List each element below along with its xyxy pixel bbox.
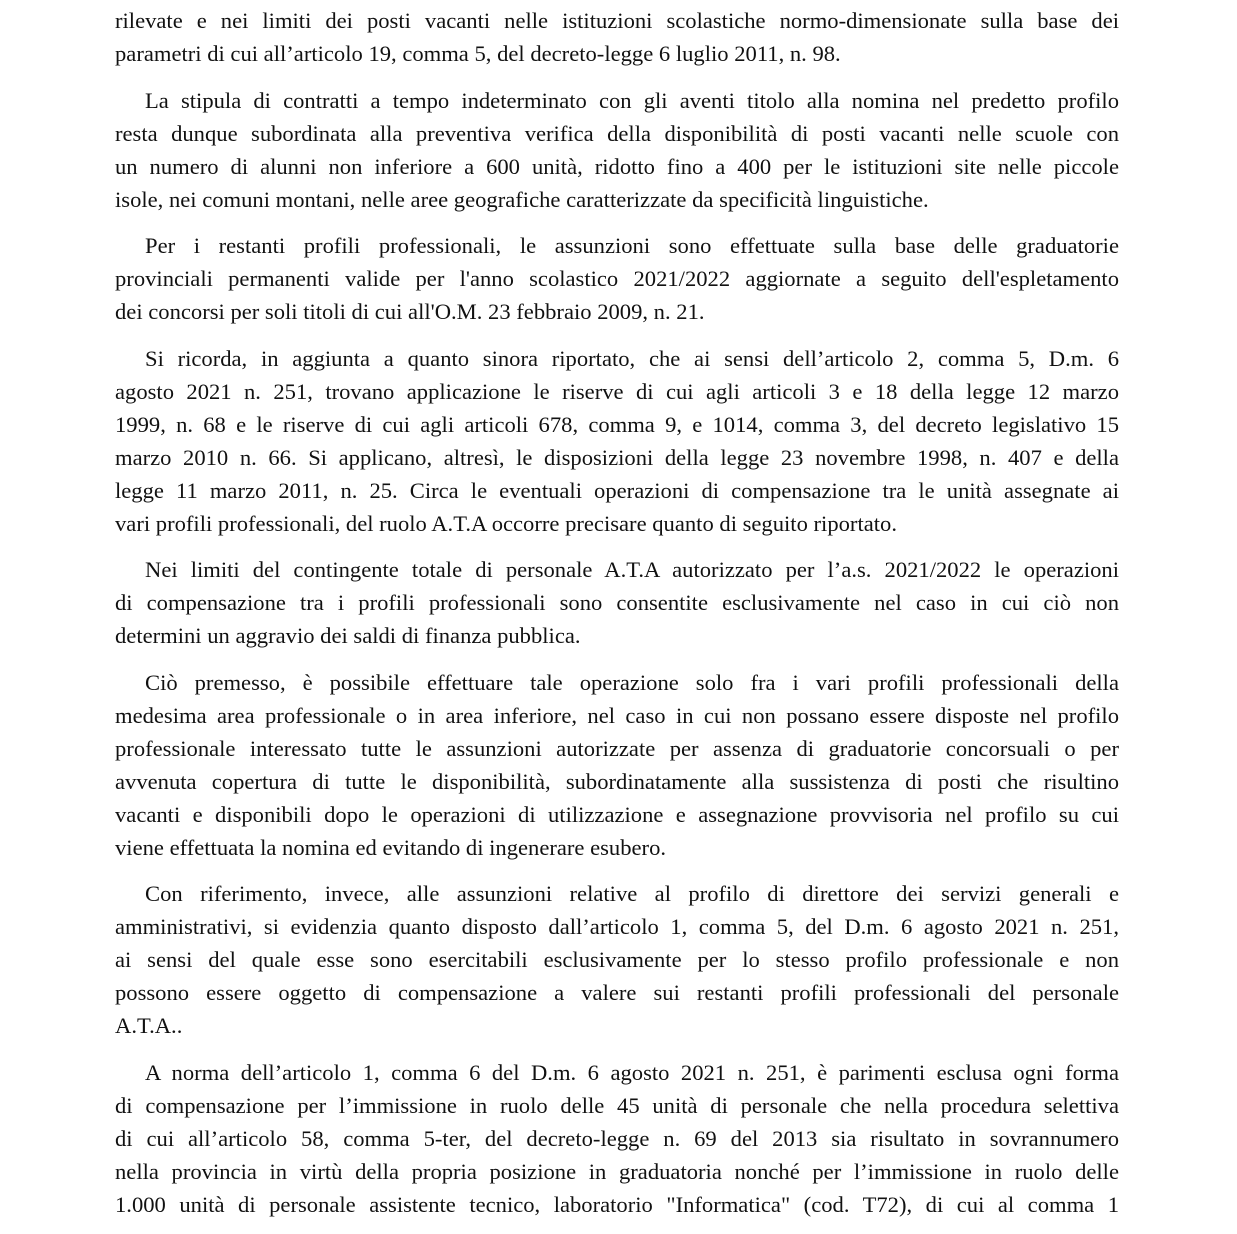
text-line: Con riferimento, invece, alle assunzioni relative al profilo di direttore dei servizi generali e xyxy=(145,881,1119,906)
text-line: avvenuta copertura di tutte le disponibilità, subordinatamente alla sussistenza di posti che risultino xyxy=(115,768,1119,794)
text-line: A norma dell’articolo 1, comma 6 del D.m. 6 agosto 2021 n. 251, è parimenti esclusa ogni forma xyxy=(145,1059,1119,1085)
text-line: vacanti e disponibili dopo le operazioni di utilizzazione e assegnazione provvisoria nel profilo su cui xyxy=(115,801,1119,827)
text-line: agosto 2021 n. 251, trovano applicazione le riserve di cui agli articoli 3 e 18 della legge 12 marzo xyxy=(115,378,1119,404)
text-line: provinciali permanenti valide per l'anno scolastico 2021/2022 aggiornate a seguito dell'espletamento xyxy=(115,266,1119,291)
paragraph-4 xyxy=(115,342,1119,540)
text-line: parametri di cui all’articolo 19, comma 5, del decreto-legge 6 luglio 2011, n. 98. xyxy=(115,41,841,66)
text-line: viene effettuata la nomina ed evitando di ingenerare esubero. xyxy=(115,834,667,860)
paragraph-1 xyxy=(115,4,1119,70)
paragraph-6 xyxy=(115,666,1119,864)
text-line: resta dunque subordinata alla preventiva verifica della disponibilità di posti vacanti nelle scuole con xyxy=(115,120,1119,146)
text-line: isole, nei comuni montani, nelle aree geografiche caratterizzate da specificità linguistiche. xyxy=(115,186,929,212)
text-line: vari profili professionali, del ruolo A.T.A occorre precisare quanto di seguito riportato. xyxy=(115,510,897,536)
text-line: di cui all’articolo 58, comma 5-ter, del decreto-legge n. 69 del 2013 sia risultato in sovrannumero xyxy=(115,1125,1119,1151)
body-text xyxy=(115,4,1119,1234)
paragraph-5 xyxy=(115,553,1119,652)
text-line: 1999, n. 68 e le riserve di cui agli articoli 678, comma 9, e 1014, comma 3, del decreto legislativo 15 xyxy=(115,411,1119,437)
paragraph-7 xyxy=(115,877,1119,1042)
text-line: legge 11 marzo 2011, n. 25. Circa le eventuali operazioni di compensazione tra le unità assegnate ai xyxy=(115,477,1119,503)
paragraph-3 xyxy=(115,229,1119,328)
text-line: marzo 2010 n. 66. Si applicano, altresì, le disposizioni della legge 23 novembre 1998, n. 407 e della xyxy=(115,444,1119,470)
text-line: di compensazione per l’immissione in ruolo delle 45 unità di personale che nella procedura selettiva xyxy=(115,1092,1119,1118)
text-line: Si ricorda, in aggiunta a quanto sinora riportato, che ai sensi dell’articolo 2, comma 5, D.m. 6 xyxy=(145,345,1119,371)
text-line: Ciò premesso, è possibile effettuare tale operazione solo fra i vari profili professionali della xyxy=(145,669,1119,695)
text-line: possono essere oggetto di compensazione a valere sui restanti profili professionali del personale xyxy=(115,980,1119,1005)
text-line: A.T.A.. xyxy=(115,1013,183,1038)
paragraph-8 xyxy=(115,1056,1119,1221)
text-line: professionale interessato tutte le assunzioni autorizzate per assenza di graduatorie concorsuali o per xyxy=(115,735,1119,761)
text-line: nella provincia in virtù della propria posizione in graduatoria nonché per l’immissione in ruolo delle xyxy=(115,1158,1119,1184)
paragraph-2 xyxy=(115,84,1119,216)
text-line: La stipula di contratti a tempo indeterminato con gli aventi titolo alla nomina nel predetto profilo xyxy=(145,87,1119,113)
text-line: di compensazione tra i profili professionali sono consentite esclusivamente nel caso in cui ciò non xyxy=(115,590,1119,615)
text-line: Per i restanti profili professionali, le assunzioni sono effettuate sulla base delle graduatorie xyxy=(145,233,1119,258)
text-line: dei concorsi per soli titoli di cui all'O.M. 23 febbraio 2009, n. 21. xyxy=(115,299,705,324)
text-line: amministrativi, si evidenzia quanto disposto dall’articolo 1, comma 5, del D.m. 6 agosto 2021 n. 251, xyxy=(115,914,1119,939)
text-line: Nei limiti del contingente totale di personale A.T.A autorizzato per l’a.s. 2021/2022 le operazioni xyxy=(145,557,1119,582)
text-line: determini un aggravio dei saldi di finanza pubblica. xyxy=(115,623,581,648)
text-line: ai sensi del quale esse sono esercitabili esclusivamente per lo stesso profilo professionale e non xyxy=(115,947,1119,972)
text-line: 1.000 unità di personale assistente tecnico, laboratorio "Informatica" (cod. T72), di cui al comma 1 xyxy=(115,1191,1119,1217)
text-line: rilevate e nei limiti dei posti vacanti nelle istituzioni scolastiche normo-dimensionate sulla base dei xyxy=(115,8,1119,33)
text-line: medesima area professionale o in area inferiore, nel caso in cui non possano essere disposte nel profilo xyxy=(115,702,1119,728)
text-line: un numero di alunni non inferiore a 600 unità, ridotto fino a 400 per le istituzioni site nelle piccole xyxy=(115,153,1119,179)
